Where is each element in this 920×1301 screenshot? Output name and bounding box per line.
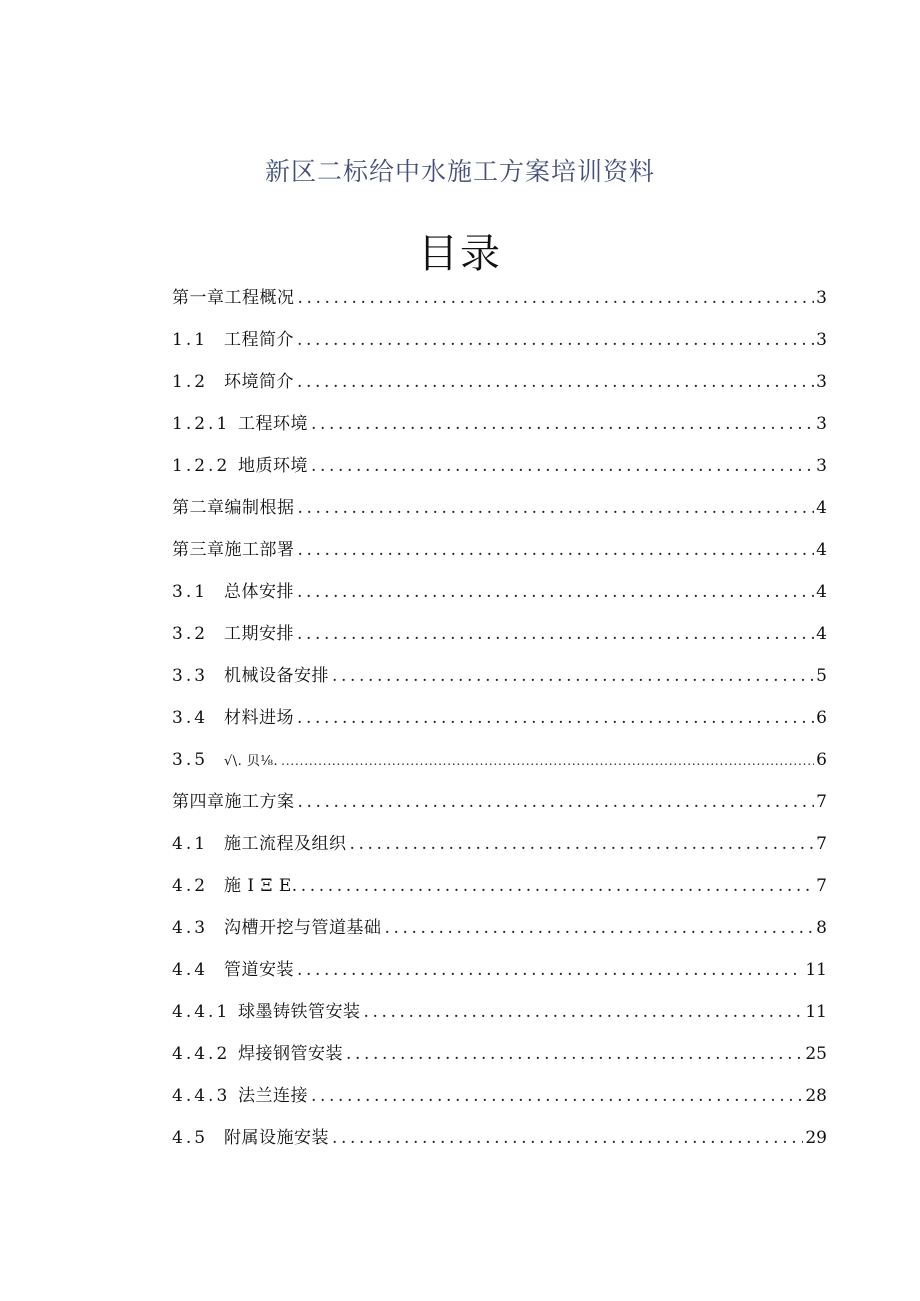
toc-entry-label: 球墨铸铁管安装 (238, 1002, 361, 1022)
toc-entry-1-2[interactable] (172, 369, 827, 411)
toc-dot-leader (308, 411, 814, 437)
toc-dot-leader (295, 789, 815, 815)
toc-entry-number: 4.3 (172, 918, 209, 938)
toc-entry-page: 4 (816, 624, 827, 644)
toc-entry-4-4-2[interactable] (172, 1041, 827, 1083)
toc-entry-page: 7 (816, 792, 827, 812)
toc-dot-leader (298, 873, 814, 899)
toc-entry-label: √\. 贝⅛. (224, 754, 279, 769)
toc-dot-leader (295, 285, 815, 311)
toc-entry-4-3[interactable] (172, 915, 827, 957)
toc-entry-label: 环境简介 (224, 372, 294, 392)
document-title: 新区二标给中水施工方案培训资料 (264, 157, 655, 186)
toc-entry-label: 附属设施安装 (224, 1128, 329, 1148)
toc-entry-label: 施工流程及组织 (224, 834, 347, 854)
toc-entry-page: 3 (816, 372, 827, 392)
toc-entry-label: 焊接钢管安装 (238, 1044, 343, 1064)
toc-entry-page: 4 (816, 540, 827, 560)
toc-entry-label: 材料进场 (224, 708, 294, 728)
toc-entry-label: 管道安装 (224, 960, 294, 980)
toc-entry-page: 25 (805, 1044, 827, 1064)
toc-dot-leader (294, 957, 803, 983)
toc-entry-1-1[interactable] (172, 327, 827, 369)
toc-entry-page: 3 (816, 414, 827, 434)
toc-entry-number: 1.2 (172, 372, 209, 392)
toc-entry-page: 4 (816, 582, 827, 602)
toc-dot-leader (294, 369, 814, 395)
toc-entry-page: 3 (816, 288, 827, 308)
toc-entry-label: 第一章工程概况 (172, 288, 295, 308)
toc-entry-page: 5 (816, 666, 827, 686)
toc-entry-4-5[interactable] (172, 1125, 827, 1167)
toc-entry-number: 4.4.2 (172, 1044, 231, 1064)
toc-entry-number: 4.4.3 (172, 1086, 231, 1106)
toc-entry-4-4[interactable] (172, 957, 827, 999)
toc-entry-number: 3.1 (172, 582, 209, 602)
toc-entry-label: 第二章编制根据 (172, 498, 295, 518)
toc-entry-page: 7 (816, 834, 827, 854)
toc-entry-3-3[interactable] (172, 663, 827, 705)
toc-entry-number: 1.1 (172, 330, 209, 350)
toc-entry-label: 地质环境 (238, 456, 308, 476)
toc-dot-leader (294, 327, 814, 353)
toc-dot-leader (294, 579, 814, 605)
toc-entry-label: 沟槽开挖与管道基础 (224, 918, 382, 938)
toc-dot-leader (294, 705, 814, 731)
toc-dot-leader (294, 621, 814, 647)
table-of-contents (172, 285, 827, 1167)
toc-entry-3-1[interactable] (172, 579, 827, 621)
toc-entry-label: 第三章施工部署 (172, 540, 295, 560)
toc-entry-number: 1.2.2 (172, 456, 231, 476)
toc-entry-number: 1.2.1 (172, 414, 231, 434)
toc-entry-3-5[interactable] (172, 747, 827, 789)
toc-entry-label: 施 I Ξ E. (224, 876, 298, 896)
toc-entry-number: 3.4 (172, 708, 209, 728)
toc-entry-number: 3.5 (172, 750, 209, 770)
toc-heading: 目录 (418, 231, 502, 277)
toc-dot-leader (329, 663, 814, 689)
toc-entry-page: 6 (816, 708, 827, 728)
toc-entry-number: 3.3 (172, 666, 209, 686)
toc-dot-leader (361, 999, 804, 1025)
toc-dot-leader (295, 537, 815, 563)
toc-entry-number: 4.5 (172, 1128, 209, 1148)
toc-dot-leader (329, 1125, 803, 1151)
toc-entry-number: 4.4.1 (172, 1002, 231, 1022)
toc-entry-1-2-1[interactable] (172, 411, 827, 453)
toc-entry-label: 工程简介 (224, 330, 294, 350)
toc-dot-leader (347, 831, 815, 857)
toc-dot-leader (308, 453, 814, 479)
toc-entry-1-2-2[interactable] (172, 453, 827, 495)
toc-entry-number: 4.1 (172, 834, 209, 854)
toc-entry-4-4-3[interactable] (172, 1083, 827, 1125)
toc-entry-number: 3.2 (172, 624, 209, 644)
toc-entry-page: 29 (805, 1128, 827, 1148)
toc-entry-label: 机械设备安排 (224, 666, 329, 686)
toc-dot-leader (308, 1083, 803, 1109)
toc-entry-label: 总体安排 (224, 582, 294, 602)
toc-entry-4-1[interactable] (172, 831, 827, 873)
toc-entry-label: 第四章施工方案 (172, 792, 295, 812)
toc-entry-chapter-3[interactable] (172, 537, 827, 579)
toc-entry-page: 4 (816, 498, 827, 518)
toc-entry-label: 工期安排 (224, 624, 294, 644)
toc-entry-page: 11 (805, 1002, 827, 1022)
toc-dot-leader (382, 915, 815, 941)
toc-entry-chapter-2[interactable] (172, 495, 827, 537)
toc-entry-page: 11 (805, 960, 827, 980)
toc-entry-page: 28 (805, 1086, 827, 1106)
toc-entry-label: 工程环境 (238, 414, 308, 434)
toc-dot-leader (278, 748, 814, 774)
toc-entry-4-2[interactable] (172, 873, 827, 915)
toc-entry-chapter-4[interactable] (172, 789, 827, 831)
toc-entry-number: 4.2 (172, 876, 209, 896)
toc-entry-label: 法兰连接 (238, 1086, 308, 1106)
toc-entry-chapter-1[interactable] (172, 285, 827, 327)
toc-dot-leader (295, 495, 815, 521)
toc-entry-page: 3 (816, 330, 827, 350)
toc-entry-page: 6 (816, 750, 827, 770)
toc-entry-page: 7 (816, 876, 827, 896)
toc-entry-3-2[interactable] (172, 621, 827, 663)
toc-dot-leader (343, 1041, 803, 1067)
toc-entry-3-4[interactable] (172, 705, 827, 747)
toc-entry-4-4-1[interactable] (172, 999, 827, 1041)
toc-entry-page: 3 (816, 456, 827, 476)
toc-entry-number: 4.4 (172, 960, 209, 980)
toc-entry-page: 8 (816, 918, 827, 938)
